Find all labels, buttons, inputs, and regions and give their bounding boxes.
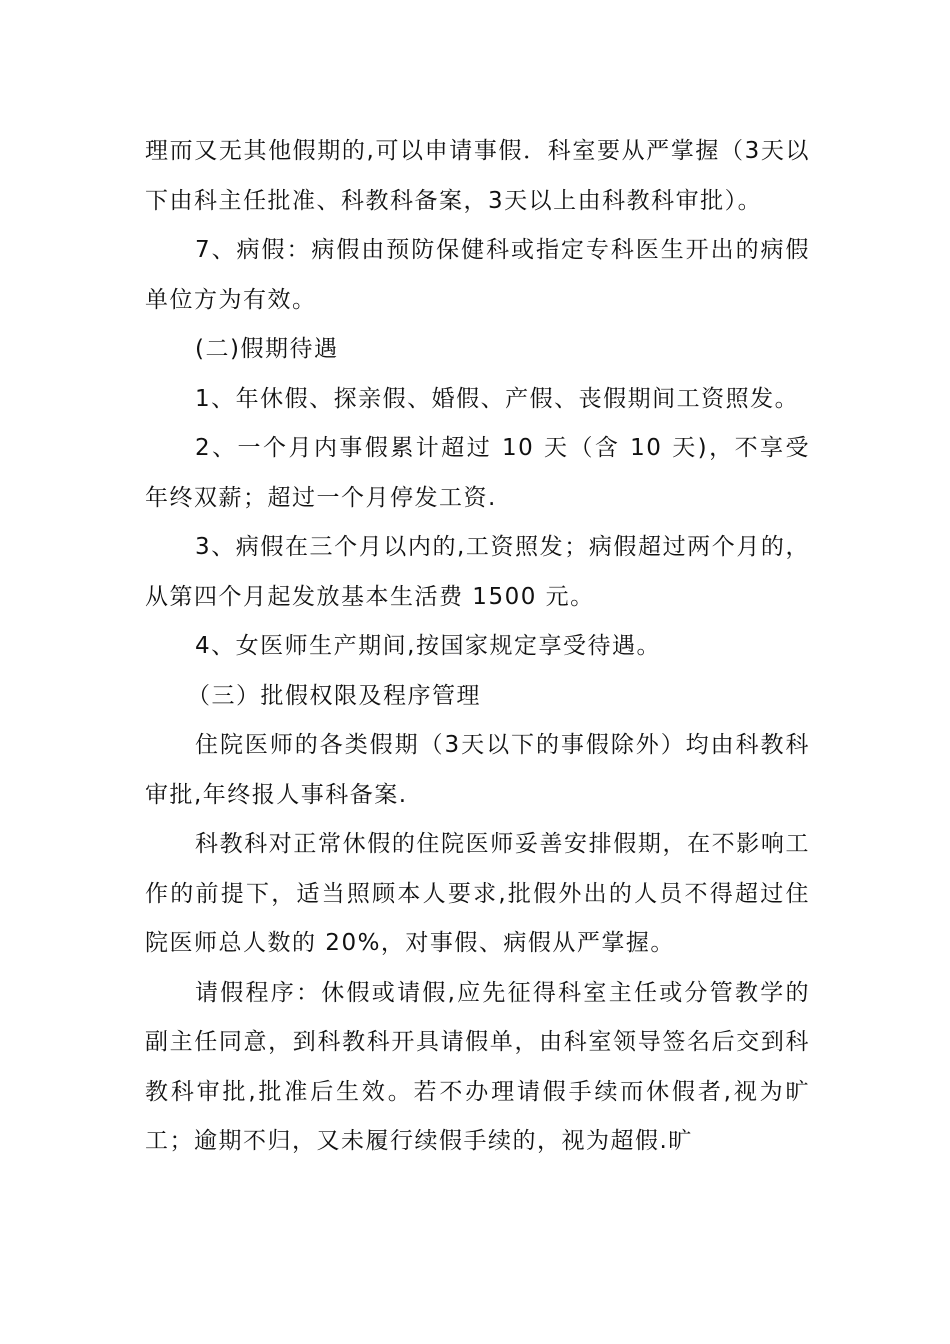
paragraph-leave-procedure: 请假程序：休假或请假,应先征得科室主任或分管教学的副主任同意，到科教科开具请假单，由科室领导签名后交到科教科审批,批准后生效。若不办理请假手续而休假者,视为旷工；逾期不归，又未履行续假手续的，视为超假.旷 bbox=[145, 979, 810, 1154]
paragraph-benefit-1: 1、年休假、探亲假、婚假、产假、丧假期间工资照发。 bbox=[195, 385, 800, 412]
paragraph-approval-authority: 住院医师的各类假期（3天以下的事假除外）均由科教科审批,年终报人事科备案. bbox=[145, 732, 810, 808]
section-heading-leave-benefits: (二)假期待遇 bbox=[195, 336, 339, 362]
paragraph-benefit-2: 2、一个月内事假累计超过 10 天（含 10 天)，不享受年终双薪；超过一个月停发工资. bbox=[145, 435, 810, 511]
paragraph-leave-arrangement: 科教科对正常休假的住院医师妥善安排假期，在不影响工作的前提下，适当照顾本人要求,批假外出的人员不得超过住院医师总人数的 20%，对事假、病假从严掌握。 bbox=[145, 831, 810, 956]
section-heading-approval-procedure: （三）批假权限及程序管理 bbox=[187, 682, 481, 709]
paragraph-benefit-3: 3、病假在三个月以内的,工资照发；病假超过两个月的，从第四个月起发放基本生活费 1500 元。 bbox=[145, 534, 810, 610]
paragraph-benefit-4: 4、女医师生产期间,按国家规定享受待遇。 bbox=[195, 633, 661, 659]
paragraph-personal-leave-continued: 理而又无其他假期的,可以申请事假．科室要从严掌握（3天以下由科主任批准、科教科备案，3天以上由科教科审批）。 bbox=[145, 138, 810, 214]
document-body bbox=[145, 127, 810, 1167]
paragraph-sick-leave: 7、病假：病假由预防保健科或指定专科医生开出的病假单位方为有效。 bbox=[145, 237, 810, 313]
